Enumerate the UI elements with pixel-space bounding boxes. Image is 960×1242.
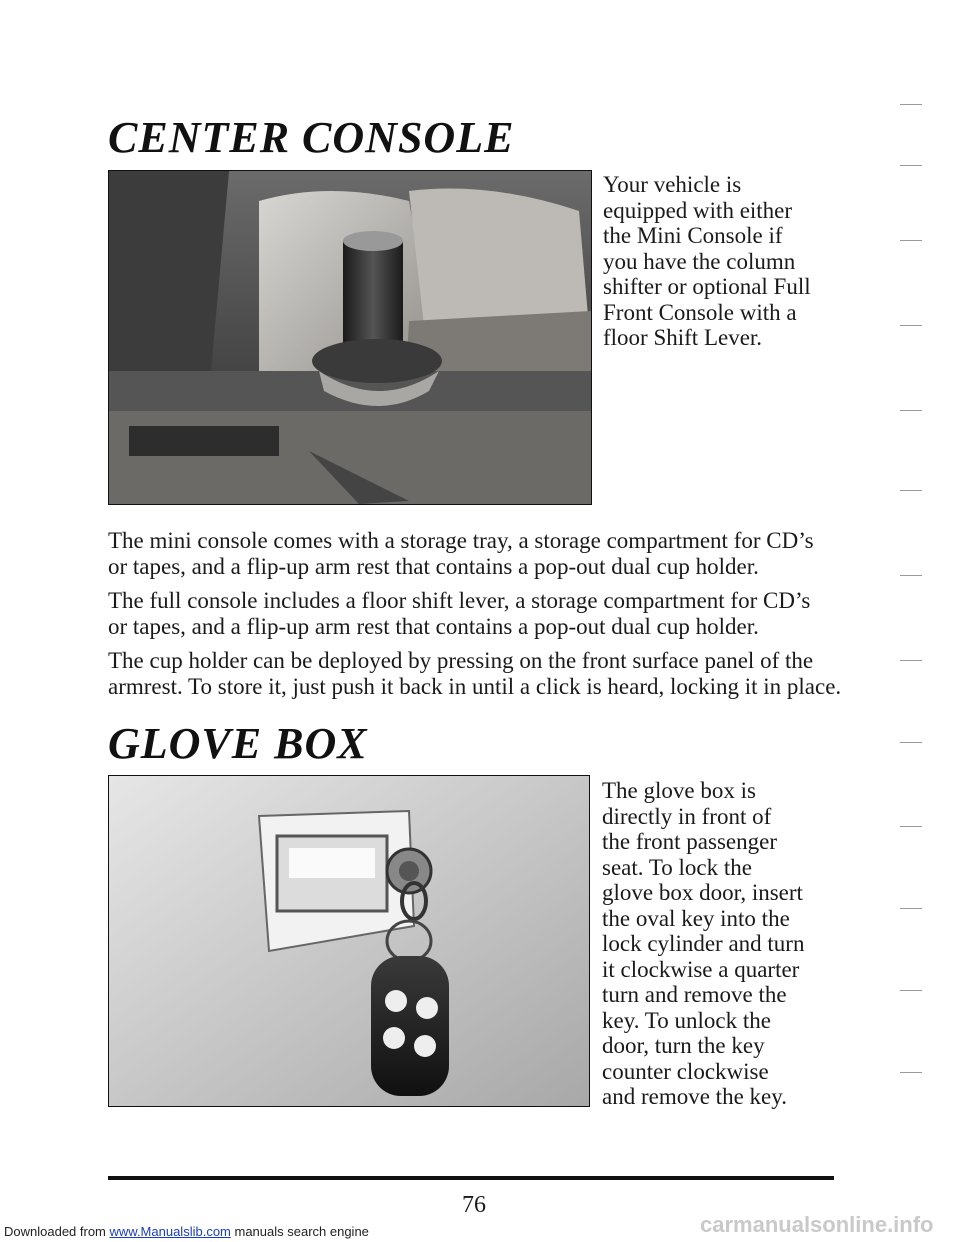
intro-line: Your vehicle is [603,172,742,197]
intro-line: the Mini Console if [603,223,783,248]
glove-box-heading: GLOVE BOX [108,719,368,768]
glove-line: the oval key into the [602,905,790,931]
glove-line: counter clockwise [602,1058,769,1084]
intro-line: shifter or optional Full [603,274,811,299]
glove-line: key. To unlock the [602,1007,771,1033]
watermark-suffix: manuals search engine [230,1224,369,1239]
intro-line: you have the column [603,248,796,274]
paragraph-line: armrest. To store it, just push it back in until a click is heard, locking it in place. [108,674,842,699]
page-number: 76 [462,1192,486,1218]
mini-console-paragraph [108,528,848,580]
console-cupholder-illustration [109,171,591,504]
glove-box-key-illustration [109,776,589,1106]
glove-box-text [602,778,852,1110]
glove-line: it clockwise a quarter [602,956,800,982]
download-watermark [4,1224,369,1239]
paragraph-line: The mini console comes with a storage tray, a storage compartment for CD’s [108,528,814,553]
glove-box-photo [108,775,590,1107]
glove-line: turn and remove the [602,982,787,1007]
site-watermark: carmanualsonline.info [700,1212,934,1237]
full-console-paragraph [108,588,848,640]
glove-line: the front passenger [602,829,777,854]
glove-line: seat. To lock the [602,854,752,880]
paragraph-line: or tapes, and a flip-up arm rest that contains a pop-out dual cup holder. [108,614,759,639]
center-console-heading: CENTER CONSOLE [108,113,515,162]
paragraph-line: The full console includes a floor shift lever, a storage compartment for CD’s [108,588,811,613]
footer-rule [108,1176,834,1180]
cup-holder-paragraph [108,648,848,700]
paragraph-line: or tapes, and a flip-up arm rest that contains a pop-out dual cup holder. [108,554,759,579]
glove-line: and remove the key. [602,1084,787,1109]
glove-line: The glove box is [602,778,756,803]
watermark-prefix: Downloaded from [4,1224,110,1239]
paragraph-line: The cup holder can be deployed by pressing on the front surface panel of the [108,648,814,673]
center-console-photo [108,170,592,505]
intro-line: equipped with either [603,197,793,223]
center-console-intro [603,172,853,351]
glove-line: glove box door, insert [602,880,803,905]
glove-line: directly in front of [602,803,772,829]
glove-line: door, turn the key [602,1033,765,1058]
intro-line: floor Shift Lever. [603,325,763,350]
manualslib-link[interactable]: www.Manualslib.com [109,1224,231,1239]
intro-line: Front Console with a [603,299,797,325]
glove-line: lock cylinder and turn [602,931,805,956]
